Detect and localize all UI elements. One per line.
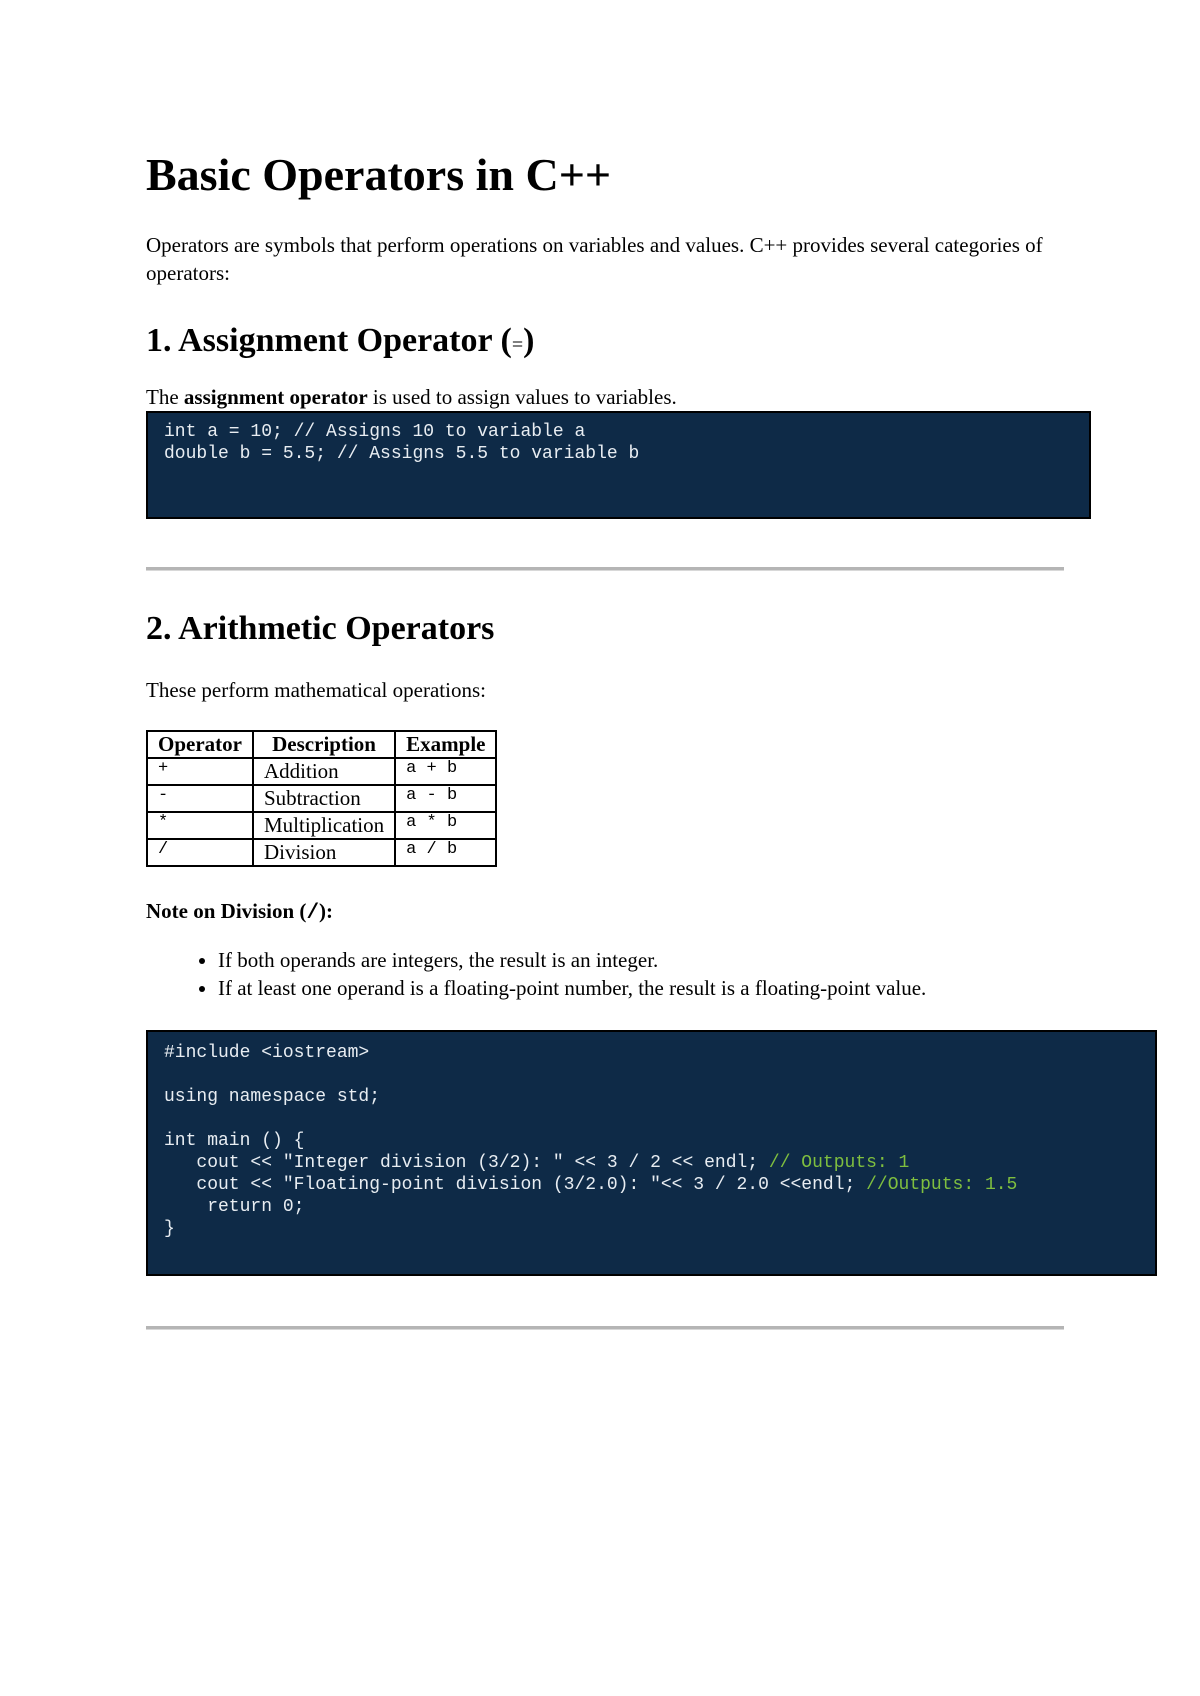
table-header-cell: Example — [395, 731, 496, 758]
table-header-cell: Description — [253, 731, 395, 758]
code-comment: // Outputs: 1 — [768, 1153, 910, 1174]
section-1-heading-operator: = — [511, 333, 524, 356]
note-operator: / — [306, 902, 320, 926]
table-cell-operator: - — [147, 785, 253, 812]
table-cell-operator: / — [147, 839, 253, 866]
table-cell-description: Subtraction — [253, 785, 395, 812]
table-row — [147, 839, 496, 866]
table-cell-description: Addition — [253, 758, 395, 785]
code-line: int a = 10; // Assigns 10 to variable a — [164, 422, 586, 443]
section-1-heading-text: 1. Assignment Operator ( — [146, 321, 512, 359]
division-code-block — [146, 1030, 1157, 1276]
list-item: • If both operands are integers, the result is an integer. — [218, 946, 1146, 974]
section-1-heading — [146, 321, 1146, 362]
code-blank-line — [164, 1064, 1139, 1086]
note-post: ): — [319, 899, 334, 924]
code-line: return 0; — [164, 1197, 305, 1218]
code-line — [164, 1174, 1139, 1196]
list-item: • If at least one operand is a floating-point number, the result is a floating-point value. — [218, 974, 1146, 1002]
section-2-description: These perform mathematical operations: — [146, 678, 486, 703]
section-1-heading-close: ) — [523, 321, 535, 359]
table-cell-example: a * b — [395, 812, 496, 839]
arithmetic-operators-table — [146, 730, 497, 867]
table-cell-description: Multiplication — [253, 812, 395, 839]
assignment-code-block — [146, 411, 1091, 519]
division-note-heading — [146, 897, 1146, 928]
table-cell-example: a - b — [395, 785, 496, 812]
section-2-heading: 2. Arithmetic Operators — [146, 610, 495, 648]
division-rules-list — [146, 946, 1146, 1002]
table-header-row — [147, 731, 496, 758]
code-line: #include <iostream> — [164, 1043, 370, 1064]
table-cell-description: Division — [253, 839, 395, 866]
table-cell-example: a + b — [395, 758, 496, 785]
document-page — [146, 150, 1146, 1330]
code-blank-line — [164, 1108, 1139, 1130]
table-row — [147, 812, 496, 839]
code-line: using namespace std; — [164, 1087, 381, 1108]
table-cell-operator: + — [147, 758, 253, 785]
note-pre: Note on Division ( — [146, 899, 307, 924]
code-line: int main () { — [164, 1131, 305, 1152]
code-text: cout << "Integer division (3/2): " << 3 / 2 << endl; — [164, 1153, 769, 1174]
code-text: cout << "Floating-point division (3/2.0): "<< 3 / 2.0 <<endl; — [164, 1175, 867, 1196]
code-comment: //Outputs: 1.5 — [866, 1175, 1018, 1196]
section-1-desc-post: is used to assign values to variables. — [367, 385, 677, 410]
page-title: Basic Operators in C++ — [146, 149, 612, 200]
code-line: } — [164, 1219, 175, 1240]
section-1-description — [146, 383, 1146, 411]
table-header-cell: Operator — [147, 731, 253, 758]
table-row — [147, 785, 496, 812]
table-cell-operator: * — [147, 812, 253, 839]
code-line — [164, 1152, 1139, 1174]
section-1-desc-bold: assignment operator — [183, 385, 368, 410]
horizontal-rule — [146, 567, 1064, 571]
table-row — [147, 758, 496, 785]
section-1-desc-pre: The — [146, 385, 184, 410]
intro-paragraph: Operators are symbols that perform operations on variables and values. C++ provides several categories of operators: — [146, 232, 1043, 285]
horizontal-rule — [146, 1326, 1064, 1330]
table-cell-example: a / b — [395, 839, 496, 866]
code-line: double b = 5.5; // Assigns 5.5 to variable b — [164, 444, 640, 465]
